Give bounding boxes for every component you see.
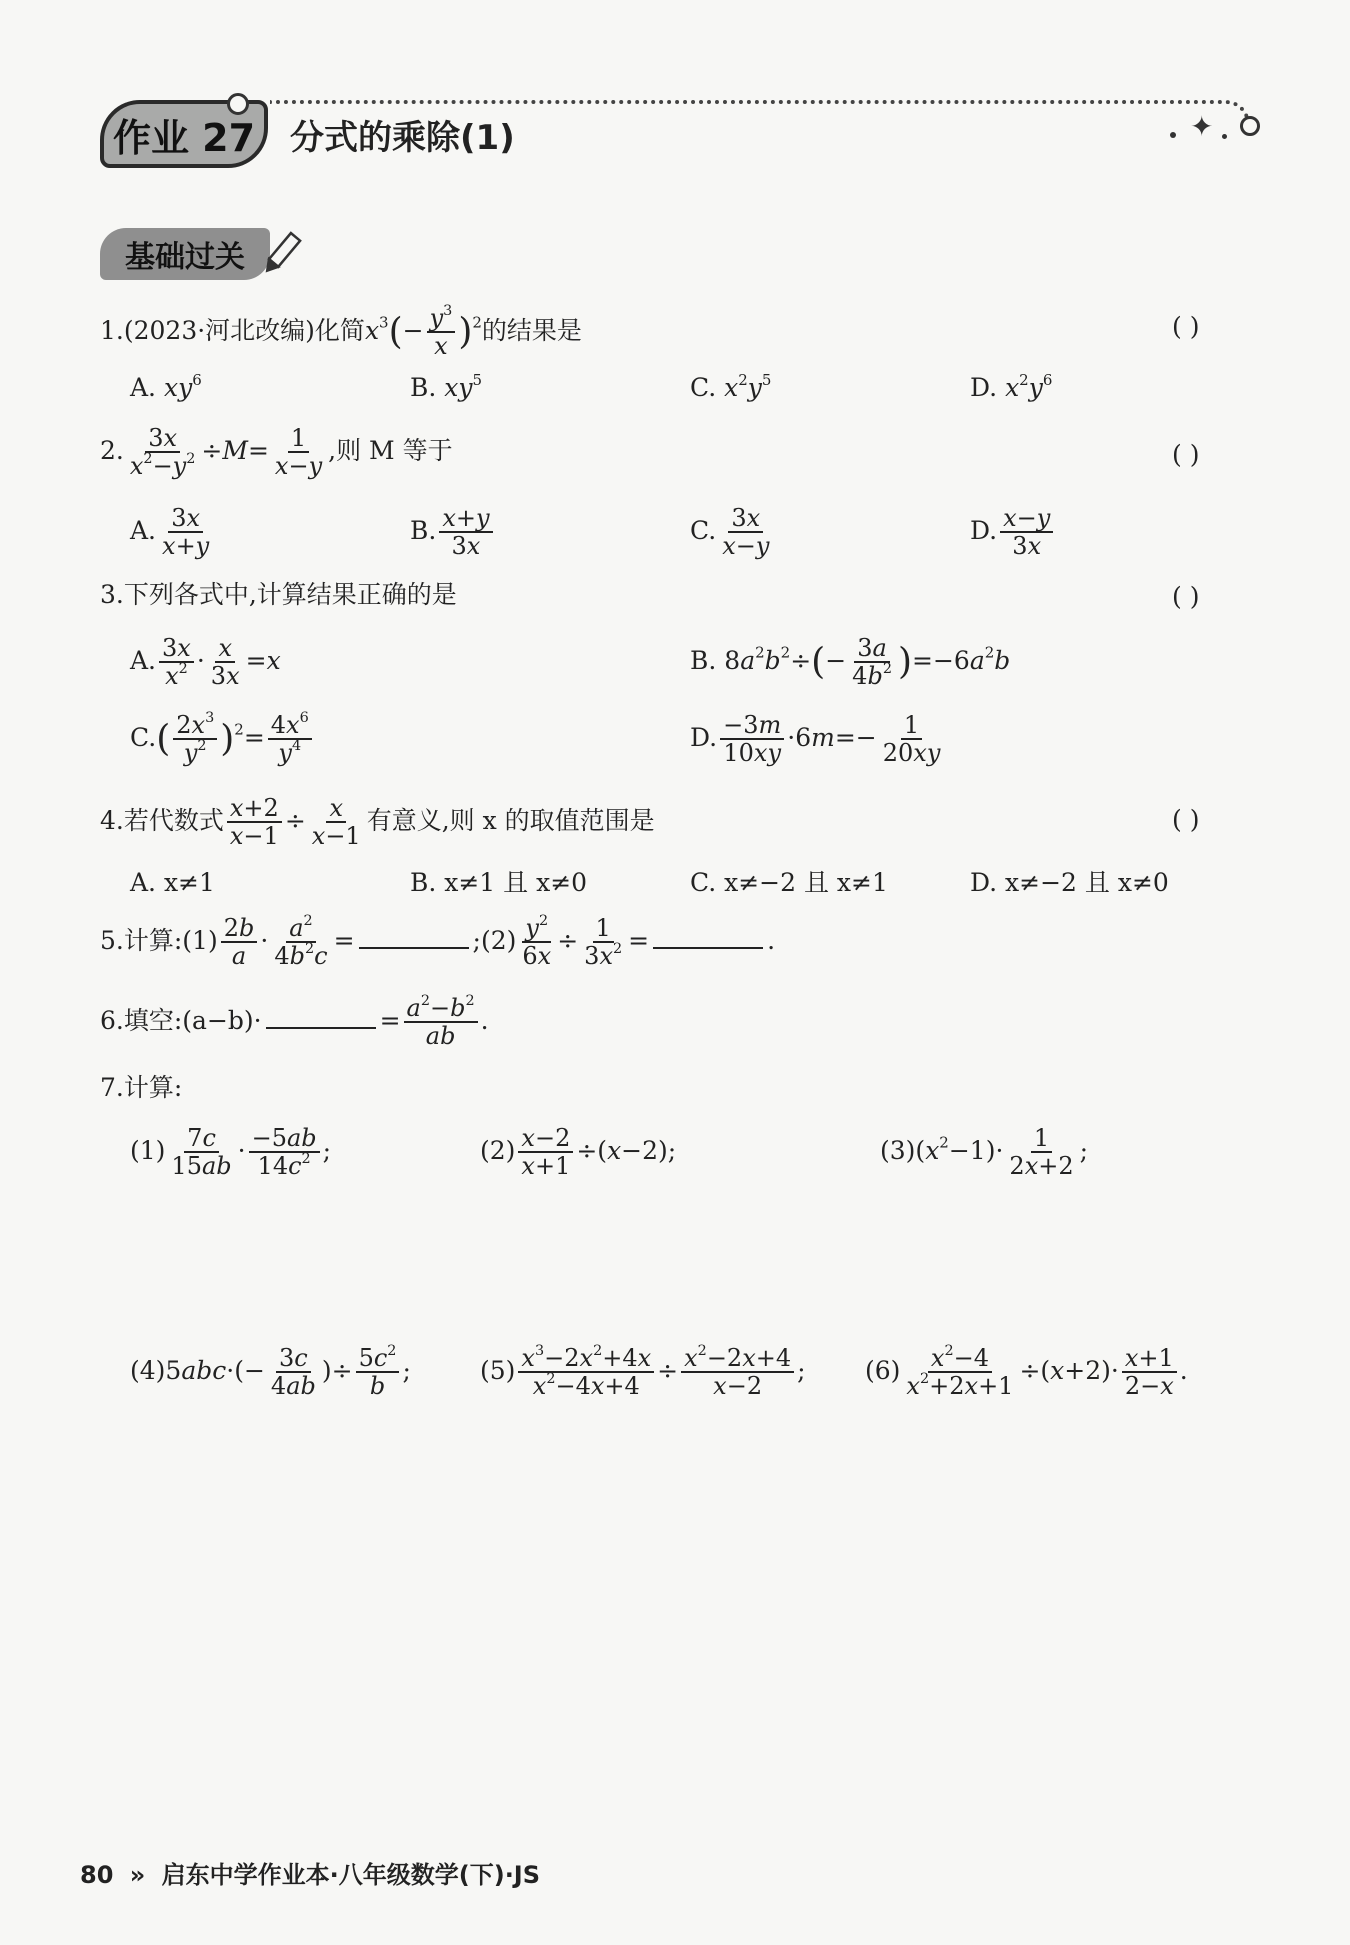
subquestion-2: (2) $\frac{x-2}{x+1}$ ÷(x−2); [480, 1124, 677, 1181]
dot-icon [1222, 134, 1227, 139]
answer-parentheses: ( ) [1172, 582, 1200, 611]
subquestion-1: (1) $\frac{7c}{15ab}$ · $\frac{-5ab}{14c^2}$ ; [130, 1124, 332, 1181]
subquestion-4: (4)5abc·(− $\frac{3c}{4ab}$ )÷ $\frac{5c^2}{b}$ ; [130, 1343, 411, 1401]
answer-blank[interactable] [653, 927, 763, 949]
question-number: 7. [100, 1073, 124, 1102]
question-text: 填空:(a−b)· [123, 1005, 262, 1035]
subquestion-6: (6) $\frac{x^2-4}{x^2+2x+1}$ ÷(x+2)· $\frac{x+1}{2-x}$ . [865, 1343, 1188, 1401]
option-d: D. $\frac{-3m}{10xy}$ ·6m=− $\frac{1}{20xy}$ [690, 711, 941, 768]
option-a: A. $\frac{3x}{x+y}$ [130, 504, 210, 561]
option-b: B. x≠1 且 x≠0 [410, 868, 588, 897]
question-4: 4.若代数式 $\frac{x+2}{x-1}$ ÷ $\frac{x}{x-1}$ 有意义,则 x 的取值范围是 [100, 794, 655, 851]
double-chevron-icon: » [129, 1861, 146, 1889]
option-c: C.( $\frac{2x^3}{y^2}$ )$^2$= $\frac{4x^6}{y^4}$ [130, 712, 315, 767]
question-number: 3. [100, 580, 124, 609]
subquestion-3: $(3)(x^2-1)\cdot$ $\frac{1}{2x+2}$ ; [880, 1124, 1089, 1181]
question-1: 1.(2023·河北改编)化简$x^3(-$ $\frac{y^3}{x}$ )$^2$的结果是 [100, 303, 582, 361]
question-number: 4. [100, 805, 124, 835]
page-title: 分式的乘除(1) [290, 118, 515, 158]
question-text: 计算:(1) [123, 925, 218, 955]
question-6: 6.填空:(a−b)· = $\frac{a^2-b^2}{ab}$ . [100, 993, 489, 1051]
question-text: 的结果是 [481, 315, 582, 345]
option-c: C. $\frac{3x}{x-y}$ [690, 504, 770, 561]
question-text: (2023·河北改编)化简 [123, 315, 365, 345]
option-c: C. $x^2y^5$ [690, 370, 772, 402]
answer-parentheses: ( ) [1172, 805, 1200, 834]
question-text: ;(2) [472, 925, 517, 955]
option-b: B. $8a^2b^2\div(-$ $\frac{3a}{4b^2}$ )$=-6a^2b$ [690, 634, 1011, 691]
question-3 [100, 582, 457, 607]
option-d: D. x≠−2 且 x≠0 [970, 868, 1169, 897]
question-text: 若代数式 [123, 805, 224, 835]
question-number: 6. [100, 1005, 124, 1035]
answer-parentheses: ( ) [1172, 312, 1200, 341]
option-a: A. x≠1 [130, 868, 215, 897]
subquestion-5: (5) $\frac{x^3-2x^2+4x}{x^2-4x+4}$ ÷ $\frac{x^2-2x+4}{x-2}$ ; [480, 1343, 806, 1401]
sparkle-icon: ✦ [1190, 110, 1214, 143]
question-number: 5. [100, 925, 124, 955]
pencil-icon [262, 228, 302, 278]
book-title: 启东中学作业本·八年级数学(下)·JS [161, 1861, 541, 1889]
page-number: 80 [80, 1861, 114, 1889]
option-c: C. x≠−2 且 x≠1 [690, 868, 888, 897]
option-d: D. $x^2y^6$ [970, 370, 1053, 402]
dot-icon [1170, 132, 1176, 138]
question-2: 2. $\frac{3x}{x^2-y^2}$ ÷M= $\frac{1}{x-y}$ ,则 M 等于 [100, 424, 453, 481]
homework-number-badge: 作业 27 [100, 100, 268, 168]
answer-parentheses: ( ) [1172, 440, 1200, 469]
question-number: 1. [100, 315, 124, 345]
option-a: A. $\frac{3x}{x^2}$ · $\frac{x}{3x}$ =x [130, 634, 281, 691]
option-a: A. $xy^6$ [130, 370, 202, 402]
question-text: 计算: [123, 1073, 183, 1102]
ring-icon [1240, 116, 1260, 136]
section-label: 基础过关 [100, 228, 270, 280]
question-5: 5.计算:(1) $\frac{2b}{a}$ · $\frac{a^2}{4b^2c}$ = ;(2) $\frac{y^2}{6x}$ ÷ $\frac{1}{3x^2}$ = . [100, 913, 776, 971]
ring-icon [227, 93, 249, 115]
question-text: 下列各式中,计算结果正确的是 [123, 580, 457, 609]
question-text: ,则 M 等于 [328, 435, 453, 465]
answer-blank[interactable] [266, 1007, 376, 1029]
question-7 [100, 1075, 182, 1100]
option-d: D. $\frac{x-y}{3x}$ [970, 505, 1056, 560]
question-text: 有意义,则 x 的取值范围是 [366, 805, 655, 835]
question-number: 2. [100, 435, 124, 465]
option-b: B. $\frac{x+y}{3x}$ [410, 505, 496, 560]
option-b: B. $xy^5$ [410, 370, 483, 402]
page-footer [80, 1855, 540, 1890]
answer-blank[interactable] [359, 927, 469, 949]
